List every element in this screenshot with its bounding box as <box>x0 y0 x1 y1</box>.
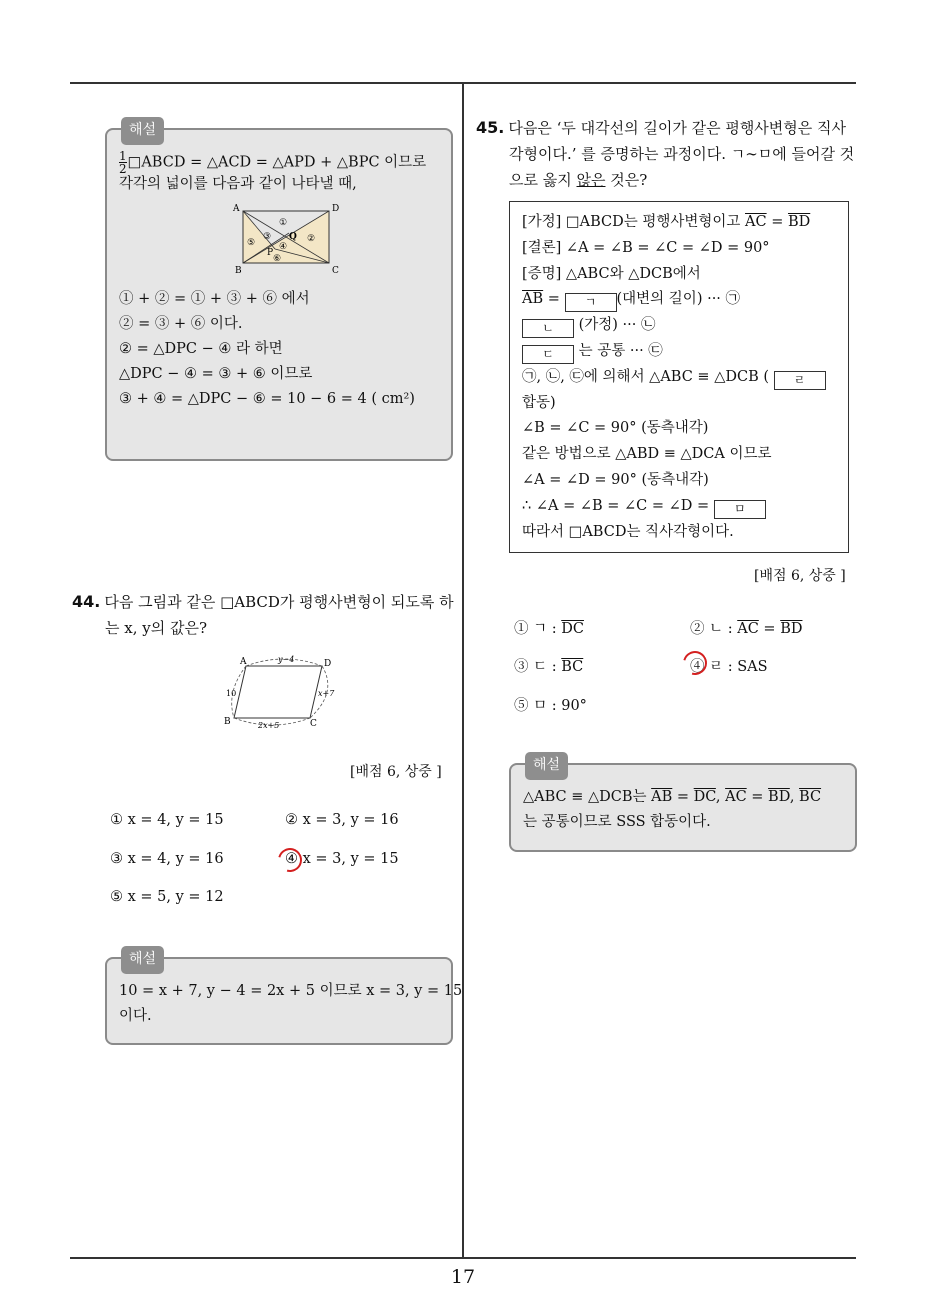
solution-box-45 <box>509 757 857 852</box>
choice-3[interactable]: ③ x = 4, y = 16 <box>110 851 224 867</box>
blank-2: ㄴ <box>522 319 574 338</box>
choice-5[interactable]: ⑤ x = 5, y = 12 <box>110 889 224 905</box>
score-label-45: [배점 6, 상중 ] <box>754 568 846 584</box>
answer-circle-mark <box>274 844 307 877</box>
side-label-bottom: 2x+5 <box>258 721 280 730</box>
solution-line: ① + ② = ① + ③ + ⑥ 에서 <box>119 290 310 307</box>
proof-line: ㄴ (가정) ··· ㉡ <box>522 313 836 339</box>
question-text: 는 x, y의 값은? <box>105 619 208 637</box>
proof-line: ∠B = ∠C = 90° (동측내각) <box>522 420 709 437</box>
blank-5: ㅁ <box>714 500 766 519</box>
solution-line: 이다. <box>119 1008 152 1024</box>
blank-3: ㄷ <box>522 345 574 364</box>
point-label-q: Q <box>289 231 297 242</box>
page-number: 17 <box>450 1266 476 1288</box>
point-label-p: P <box>267 247 274 258</box>
proof-line: [가정] □ABCD는 평행사변형이고 $\overline{AC} = \overline{BD}$ <box>522 214 811 230</box>
question-45 <box>476 115 861 193</box>
proof-box <box>509 201 849 553</box>
region-label-1: ① <box>279 217 288 228</box>
proof-line: $\overline{AB}$ = ㄱ (대변의 길이) ··· ㉠ <box>522 287 836 313</box>
choice-2[interactable]: ② x = 3, y = 16 <box>285 812 399 828</box>
choice-5[interactable]: ⑤ ㅁ : 90° <box>514 698 587 714</box>
solution-line: $\frac{1}{2}$ □ABCD = △ACD = △APD + △BPC 이므로 <box>119 149 427 176</box>
proof-line: ㄷ 는 공통 ··· ㉢ <box>522 339 836 365</box>
proof-line: ∴ ∠A = ∠B = ∠C = ∠D = ㅁ <box>522 494 836 520</box>
vertex-label-d: D <box>332 203 339 214</box>
solution-tag: 해설 <box>121 117 164 145</box>
question-text: 각형이다.’ 를 증명하는 과정이다. ㄱ∼ㅁ에 들어갈 것 <box>509 145 855 163</box>
choice-1[interactable]: ① x = 4, y = 15 <box>110 812 224 828</box>
score-label-44: [배점 6, 상중 ] <box>350 764 442 780</box>
solution-tag: 해설 <box>525 752 568 780</box>
region-label-4: ④ <box>279 241 288 252</box>
question-text: 다음은 ‘두 대각선의 길이가 같은 평행사변형은 직사 <box>508 119 847 137</box>
side-label-left: 10 <box>226 689 237 698</box>
solution-tag: 해설 <box>121 946 164 974</box>
solution-box-44 <box>105 951 463 1045</box>
vertex-label-c: C <box>332 265 339 276</box>
vertex-label-d: D <box>324 659 332 669</box>
region-label-2: ② <box>307 233 316 244</box>
column-divider <box>462 84 464 1258</box>
solution-line: △DPC − ④ = ③ + ⑥ 이므로 <box>119 365 313 382</box>
blank-4: ㄹ <box>774 371 826 390</box>
proof-line: ∠A = ∠D = 90° (동측내각) <box>522 471 709 488</box>
proof-line: [결론] ∠A = ∠B = ∠C = ∠D = 90° <box>522 239 770 256</box>
question-text: 다음 그림과 같은 □ABCD가 평행사변형이 되도록 하 <box>104 593 454 611</box>
choice-4[interactable]: ④ ㄹ : SAS <box>690 659 768 675</box>
solution-line: 각각의 넓이를 다음과 같이 나타낼 때, <box>119 175 357 192</box>
proof-line: 합동) <box>522 394 556 411</box>
question-number: 45. <box>476 118 505 137</box>
proof-line: 따라서 □ABCD는 직사각형이다. <box>522 523 734 540</box>
question-44 <box>72 589 457 641</box>
proof-line: ㉠, ㉡, ㉢에 의해서 △ABC ≡ △DCB ( ㄹ <box>522 365 836 391</box>
region-label-5: ⑤ <box>247 237 256 248</box>
proof-line: 같은 방법으로 △ABD ≡ △DCA 이므로 <box>522 446 772 463</box>
choice-2[interactable]: ② ㄴ : $\overline{AC} = \overline{BD}$ <box>690 621 803 637</box>
vertex-label-a: A <box>233 203 240 214</box>
region-label-3: ③ <box>263 231 272 242</box>
solution-line: △ABC ≡ △DCB는 $\overline{AB} = \overline{DC}$, $\overline{AC} = \overline{BD}$, $\overline{BC}$ <box>523 789 822 805</box>
region-label-6: ⑥ <box>273 253 282 264</box>
vertex-label-b: B <box>235 265 242 276</box>
choice-4[interactable]: ④ x = 3, y = 15 <box>285 851 399 867</box>
rectangle-figure <box>229 201 339 279</box>
choice-3[interactable]: ③ ㄷ : $\overline{BC}$ <box>514 659 584 675</box>
solution-line: ② = △DPC − ④ 라 하면 <box>119 340 283 357</box>
blank-1: ㄱ <box>565 293 617 312</box>
question-text: 으로 옳지 않은 것은? <box>509 171 648 189</box>
solution-line: ③ + ④ = △DPC − ⑥ = 10 − 6 = 4 ( cm²) <box>119 390 415 407</box>
side-label-right: x+7 <box>318 689 335 698</box>
parallelogram-figure <box>218 652 348 734</box>
vertex-label-b: B <box>224 717 231 727</box>
vertex-label-a: A <box>240 657 247 667</box>
proof-line: [증명] △ABC와 △DCB에서 <box>522 265 701 282</box>
solution-box-43 <box>105 122 453 461</box>
solution-line: 는 공통이므로 SSS 합동이다. <box>523 814 711 830</box>
fraction: $\frac{1}{2}$ <box>119 149 127 176</box>
solution-line: ② = ③ + ⑥ 이다. <box>119 315 243 332</box>
solution-line: 10 = x + 7, y − 4 = 2x + 5 이므로 x = 3, y = 15 <box>119 983 463 999</box>
side-label-top: y−4 <box>278 655 295 664</box>
question-number: 44. <box>72 592 101 611</box>
vertex-label-c: C <box>310 719 317 729</box>
choice-1[interactable]: ① ㄱ : $\overline{DC}$ <box>514 621 584 637</box>
